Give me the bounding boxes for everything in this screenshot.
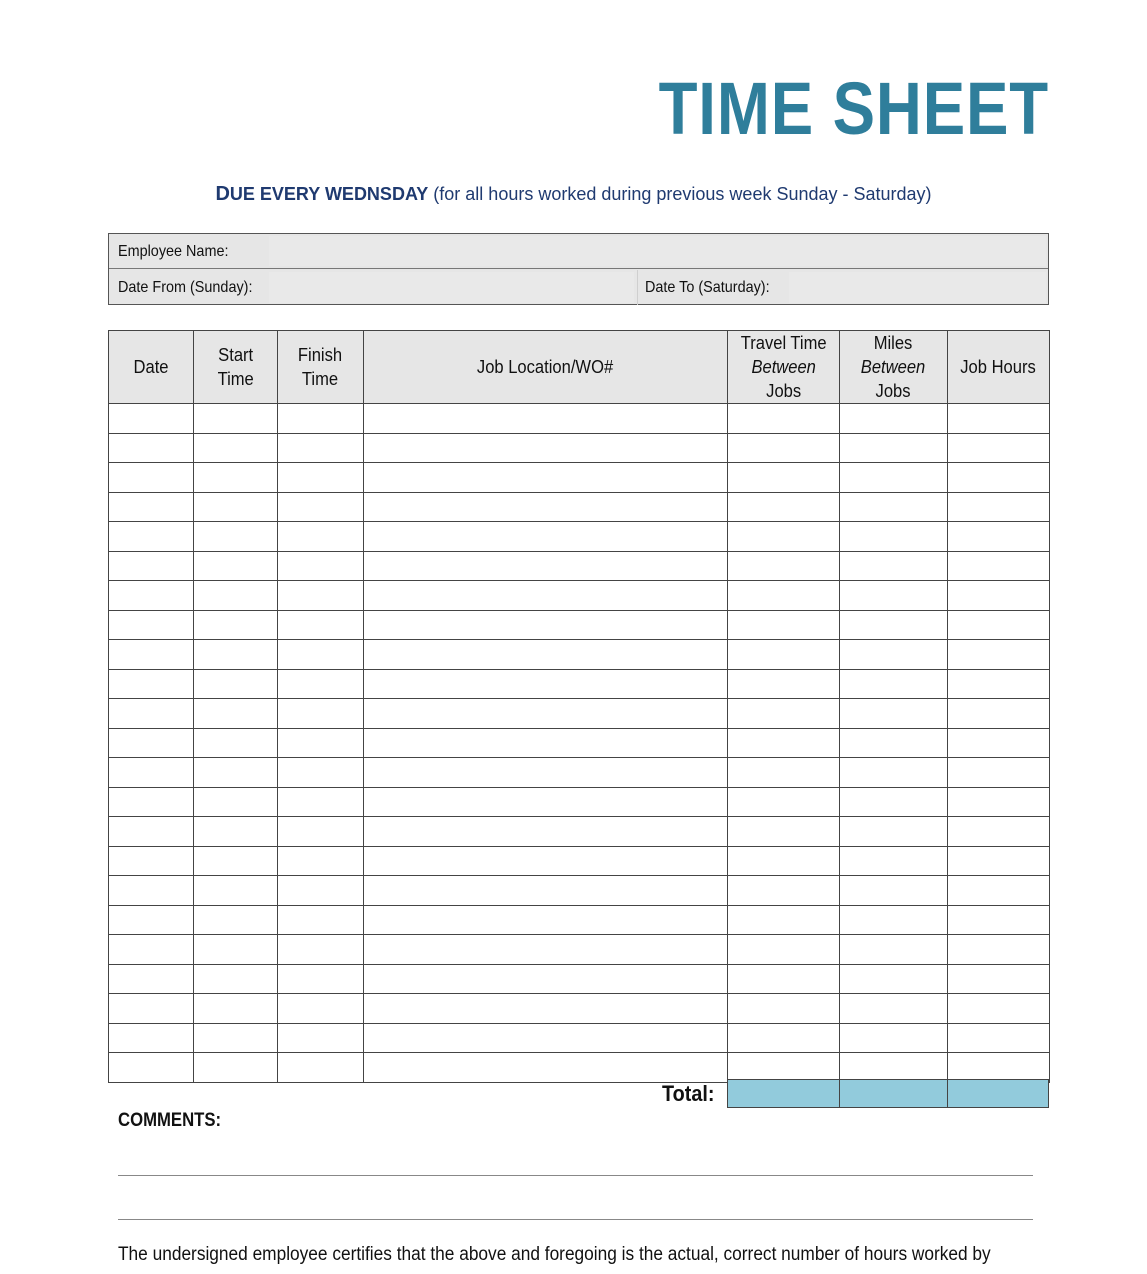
finish-time-cell[interactable]: [278, 1023, 364, 1053]
travel-time-cell[interactable]: [728, 699, 840, 729]
miles-cell[interactable]: [840, 610, 948, 640]
job-location-cell[interactable]: [364, 433, 728, 463]
job-location-cell[interactable]: [364, 758, 728, 788]
job-location-cell[interactable]: [364, 551, 728, 581]
start-time-cell[interactable]: [194, 699, 278, 729]
date-cell[interactable]: [109, 846, 194, 876]
job-location-cell[interactable]: [364, 492, 728, 522]
header-travel-line1: Travel Time: [740, 333, 827, 353]
finish-time-cell[interactable]: [278, 610, 364, 640]
header-start-line2: Time: [217, 369, 254, 389]
table-row: [109, 817, 1050, 847]
job-location-cell[interactable]: [364, 404, 728, 434]
travel-time-cell[interactable]: [728, 994, 840, 1024]
header-miles-line1: Miles: [874, 333, 913, 353]
job-location-cell[interactable]: [364, 640, 728, 670]
start-time-cell[interactable]: [194, 581, 278, 611]
date-cell[interactable]: [109, 758, 194, 788]
travel-time-cell[interactable]: [728, 522, 840, 552]
date-cell[interactable]: [109, 905, 194, 935]
job-hours-cell[interactable]: [948, 433, 1050, 463]
start-time-cell[interactable]: [194, 463, 278, 493]
travel-time-cell[interactable]: [728, 817, 840, 847]
job-hours-cell[interactable]: [948, 905, 1050, 935]
job-hours-cell[interactable]: [948, 964, 1050, 994]
table-row: [109, 522, 1050, 552]
finish-time-cell[interactable]: [278, 994, 364, 1024]
employee-info-box: [108, 233, 1049, 305]
page-title: TIME SHEET: [658, 67, 1049, 150]
table-row: [109, 433, 1050, 463]
date-cell[interactable]: [109, 610, 194, 640]
miles-cell[interactable]: [840, 758, 948, 788]
start-time-cell[interactable]: [194, 1023, 278, 1053]
job-location-cell[interactable]: [364, 522, 728, 552]
date-cell[interactable]: [109, 492, 194, 522]
start-time-cell[interactable]: [194, 433, 278, 463]
finish-time-cell[interactable]: [278, 463, 364, 493]
travel-time-cell[interactable]: [728, 935, 840, 965]
table-row: [109, 935, 1050, 965]
header-travel-line2: Between: [751, 357, 816, 377]
job-hours-cell[interactable]: [948, 817, 1050, 847]
finish-time-cell[interactable]: [278, 522, 364, 552]
header-job-location-label: Job Location/WO#: [477, 357, 614, 377]
finish-time-cell[interactable]: [278, 728, 364, 758]
job-location-cell[interactable]: [364, 610, 728, 640]
finish-time-cell[interactable]: [278, 1053, 364, 1083]
table-row: [109, 699, 1050, 729]
finish-time-cell[interactable]: [278, 817, 364, 847]
job-location-cell[interactable]: [364, 581, 728, 611]
job-location-cell[interactable]: [364, 787, 728, 817]
job-location-cell[interactable]: [364, 817, 728, 847]
table-row: [109, 640, 1050, 670]
finish-time-cell[interactable]: [278, 876, 364, 906]
miles-cell[interactable]: [840, 935, 948, 965]
miles-cell[interactable]: [840, 669, 948, 699]
table-row: [109, 669, 1050, 699]
travel-time-cell[interactable]: [728, 581, 840, 611]
total-travel-time-cell[interactable]: [727, 1079, 840, 1108]
job-location-cell[interactable]: [364, 905, 728, 935]
job-hours-cell[interactable]: [948, 669, 1050, 699]
job-location-cell[interactable]: [364, 463, 728, 493]
travel-time-cell[interactable]: [728, 404, 840, 434]
date-cell[interactable]: [109, 994, 194, 1024]
miles-cell[interactable]: [840, 404, 948, 434]
travel-time-cell[interactable]: [728, 640, 840, 670]
job-location-cell[interactable]: [364, 1053, 728, 1083]
travel-time-cell[interactable]: [728, 1053, 840, 1083]
header-date: [109, 331, 194, 404]
table-row: [109, 551, 1050, 581]
finish-time-cell[interactable]: [278, 935, 364, 965]
miles-cell[interactable]: [840, 964, 948, 994]
due-note: (for all hours worked during previous week Sunday - Saturday): [428, 184, 932, 204]
travel-time-cell[interactable]: [728, 433, 840, 463]
table-row: [109, 404, 1050, 434]
header-travel-time: [728, 331, 840, 404]
travel-time-cell[interactable]: [728, 787, 840, 817]
job-hours-cell[interactable]: [948, 640, 1050, 670]
header-start-time: [194, 331, 278, 404]
job-location-cell[interactable]: [364, 994, 728, 1024]
header-travel-line3: Jobs: [765, 381, 801, 401]
date-cell[interactable]: [109, 522, 194, 552]
job-location-cell[interactable]: [364, 846, 728, 876]
header-finish-time: [278, 331, 364, 404]
table-row: [109, 492, 1050, 522]
job-location-cell[interactable]: [364, 935, 728, 965]
date-cell[interactable]: [109, 699, 194, 729]
job-hours-cell[interactable]: [948, 787, 1050, 817]
miles-cell[interactable]: [840, 699, 948, 729]
time-sheet-body: [109, 404, 1050, 1083]
job-hours-cell[interactable]: [948, 876, 1050, 906]
start-time-cell[interactable]: [194, 728, 278, 758]
miles-cell[interactable]: [840, 846, 948, 876]
date-from-label: Date From (Sunday):: [118, 279, 253, 296]
table-row: [109, 610, 1050, 640]
job-location-cell[interactable]: [364, 1023, 728, 1053]
miles-cell[interactable]: [840, 787, 948, 817]
table-row: [109, 787, 1050, 817]
job-hours-cell[interactable]: [948, 492, 1050, 522]
table-row: [109, 964, 1050, 994]
table-row: [109, 581, 1050, 611]
finish-time-cell[interactable]: [278, 758, 364, 788]
start-time-cell[interactable]: [194, 669, 278, 699]
table-row: [109, 846, 1050, 876]
start-time-cell[interactable]: [194, 994, 278, 1024]
travel-time-cell[interactable]: [728, 463, 840, 493]
date-cell[interactable]: [109, 640, 194, 670]
job-hours-cell[interactable]: [948, 699, 1050, 729]
miles-cell[interactable]: [840, 522, 948, 552]
finish-time-cell[interactable]: [278, 905, 364, 935]
header-date-label: Date: [133, 357, 169, 377]
date-cell[interactable]: [109, 1023, 194, 1053]
travel-time-cell[interactable]: [728, 610, 840, 640]
date-cell[interactable]: [109, 817, 194, 847]
finish-time-cell[interactable]: [278, 699, 364, 729]
travel-time-cell[interactable]: [728, 964, 840, 994]
date-cell[interactable]: [109, 581, 194, 611]
miles-cell[interactable]: [840, 492, 948, 522]
table-row: [109, 463, 1050, 493]
miles-cell[interactable]: [840, 433, 948, 463]
total-label: Total:: [662, 1081, 715, 1106]
miles-cell[interactable]: [840, 994, 948, 1024]
date-cell[interactable]: [109, 404, 194, 434]
miles-cell[interactable]: [840, 640, 948, 670]
start-time-cell[interactable]: [194, 846, 278, 876]
start-time-cell[interactable]: [194, 817, 278, 847]
travel-time-cell[interactable]: [728, 876, 840, 906]
table-row: [109, 1053, 1050, 1083]
miles-cell[interactable]: [840, 463, 948, 493]
miles-cell[interactable]: [840, 817, 948, 847]
job-hours-cell[interactable]: [948, 994, 1050, 1024]
job-hours-cell[interactable]: [948, 404, 1050, 434]
miles-cell[interactable]: [840, 581, 948, 611]
start-time-cell[interactable]: [194, 876, 278, 906]
travel-time-cell[interactable]: [728, 1023, 840, 1053]
start-time-cell[interactable]: [194, 964, 278, 994]
due-instruction: [0, 183, 1147, 206]
date-cell[interactable]: [109, 935, 194, 965]
travel-time-cell[interactable]: [728, 492, 840, 522]
date-range-row: [109, 270, 1048, 305]
finish-time-cell[interactable]: [278, 787, 364, 817]
start-time-cell[interactable]: [194, 758, 278, 788]
date-cell[interactable]: [109, 433, 194, 463]
employee-name-row: [109, 234, 1048, 269]
job-location-cell[interactable]: [364, 728, 728, 758]
job-location-cell[interactable]: [364, 876, 728, 906]
table-row: [109, 876, 1050, 906]
table-row: [109, 758, 1050, 788]
due-first-letter: D: [215, 183, 230, 205]
finish-time-cell[interactable]: [278, 581, 364, 611]
start-time-cell[interactable]: [194, 522, 278, 552]
start-time-cell[interactable]: [194, 787, 278, 817]
table-row: [109, 905, 1050, 935]
comment-line[interactable]: [118, 1219, 1033, 1220]
start-time-cell[interactable]: [194, 610, 278, 640]
start-time-cell[interactable]: [194, 551, 278, 581]
header-finish-line2: Time: [302, 369, 339, 389]
finish-time-cell[interactable]: [278, 669, 364, 699]
date-cell[interactable]: [109, 787, 194, 817]
travel-time-cell[interactable]: [728, 758, 840, 788]
finish-time-cell[interactable]: [278, 551, 364, 581]
date-from-field[interactable]: [269, 272, 634, 303]
date-divider: [637, 270, 638, 305]
total-miles-cell[interactable]: [839, 1079, 948, 1108]
table-row: [109, 994, 1050, 1024]
employee-name-field[interactable]: [269, 236, 1046, 266]
start-time-cell[interactable]: [194, 640, 278, 670]
date-cell[interactable]: [109, 964, 194, 994]
table-header-row: [109, 331, 1050, 404]
total-job-hours-cell[interactable]: [947, 1079, 1049, 1108]
header-miles-line3: Jobs: [876, 381, 911, 401]
job-hours-cell[interactable]: [948, 581, 1050, 611]
job-hours-cell[interactable]: [948, 758, 1050, 788]
job-location-cell[interactable]: [364, 964, 728, 994]
finish-time-cell[interactable]: [278, 433, 364, 463]
table-row: [109, 728, 1050, 758]
header-job-hours-label: Job Hours: [960, 357, 1037, 377]
miles-cell[interactable]: [840, 1023, 948, 1053]
time-sheet-table: [108, 330, 1050, 1083]
job-hours-cell[interactable]: [948, 1053, 1050, 1083]
table-row: [109, 1023, 1050, 1053]
header-job-hours: [948, 331, 1050, 404]
job-hours-cell[interactable]: [948, 522, 1050, 552]
date-to-field[interactable]: [789, 272, 1046, 303]
travel-time-cell[interactable]: [728, 846, 840, 876]
travel-time-cell[interactable]: [728, 728, 840, 758]
miles-cell[interactable]: [840, 1053, 948, 1083]
date-cell[interactable]: [109, 463, 194, 493]
start-time-cell[interactable]: [194, 492, 278, 522]
job-hours-cell[interactable]: [948, 1023, 1050, 1053]
miles-cell[interactable]: [840, 905, 948, 935]
miles-cell[interactable]: [840, 876, 948, 906]
comment-line[interactable]: [118, 1175, 1033, 1176]
certification-text: The undersigned employee certifies that the above and foregoing is the actual, correct number of hours worked by: [118, 1244, 991, 1265]
date-cell[interactable]: [109, 669, 194, 699]
comments-label: COMMENTS:: [118, 1110, 222, 1131]
job-hours-cell[interactable]: [948, 551, 1050, 581]
travel-time-cell[interactable]: [728, 669, 840, 699]
date-cell[interactable]: [109, 1053, 194, 1083]
header-miles-line2: Between: [861, 357, 926, 377]
job-location-cell[interactable]: [364, 669, 728, 699]
employee-name-label: Employee Name:: [118, 243, 229, 260]
start-time-cell[interactable]: [194, 1053, 278, 1083]
job-location-cell[interactable]: [364, 699, 728, 729]
travel-time-cell[interactable]: [728, 551, 840, 581]
travel-time-cell[interactable]: [728, 905, 840, 935]
header-miles: [840, 331, 948, 404]
miles-cell[interactable]: [840, 551, 948, 581]
job-hours-cell[interactable]: [948, 935, 1050, 965]
header-job-location: [364, 331, 728, 404]
date-cell[interactable]: [109, 876, 194, 906]
miles-cell[interactable]: [840, 728, 948, 758]
finish-time-cell[interactable]: [278, 846, 364, 876]
date-cell[interactable]: [109, 551, 194, 581]
finish-time-cell[interactable]: [278, 964, 364, 994]
header-start-line1: Start: [218, 345, 253, 365]
header-finish-line1: Finish: [298, 345, 343, 365]
job-hours-cell[interactable]: [948, 463, 1050, 493]
due-heading: UE EVERY WEDNSDAY: [229, 184, 429, 204]
job-hours-cell[interactable]: [948, 610, 1050, 640]
job-hours-cell[interactable]: [948, 728, 1050, 758]
start-time-cell[interactable]: [194, 935, 278, 965]
finish-time-cell[interactable]: [278, 404, 364, 434]
finish-time-cell[interactable]: [278, 640, 364, 670]
start-time-cell[interactable]: [194, 905, 278, 935]
finish-time-cell[interactable]: [278, 492, 364, 522]
date-to-label: Date To (Saturday):: [645, 279, 770, 296]
date-cell[interactable]: [109, 728, 194, 758]
job-hours-cell[interactable]: [948, 846, 1050, 876]
start-time-cell[interactable]: [194, 404, 278, 434]
